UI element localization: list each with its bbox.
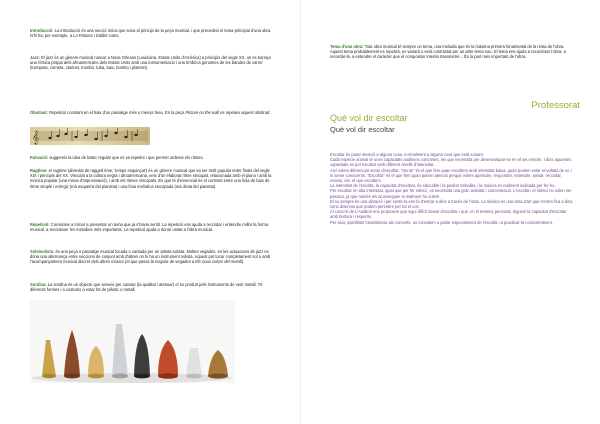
entry-text: La introducció és una secció única que sona al principi de la peça musical, i que precedeix el tema principal d'una obra. N'hi ha, per exemple, a bbox=[30, 28, 272, 39]
entry-text: és una peça o passatge musical tocada o cantada per un artista solista. Moltes vegades, en les actuacions de jazz es dóna una alternança entre seccions de conjunt amb d'altres on hi ha un instrument solista. Aquest pot tocar completament sol o amb l'acompanyament musical discret dels altres músics (el que passa la majoria de vegades a bbox=[30, 249, 271, 265]
entry-text: Consisteix a tornar a presentar un tema que ja s'havia sentit. La repetició ens ajuda a recordar i entendre millor la forma musical, a reconèixer les melodies més importants. La repetició ajuda a donar unitat a l'obra musical. bbox=[30, 222, 269, 233]
entry-text: El jazz és un gènere musical nascut a Nova Orleans (Louisiana, Estats Units d'Amèrica) a principis del segle XX, on es barreja una rítmica pròpia dels afroamericans dels Estats Units amb una instrumentació i una tímbrica genuïnes de les bandes de carrer (trompeta, corneta, clarinet, trombó, tuba, baix, bombo i plateret). bbox=[30, 55, 271, 71]
sheet-music-image bbox=[30, 127, 150, 145]
entry-text: el ragtime (abreviat de ragged time, 'temps esquinçat') és un gènere musical que va ser molt popular entre finals del segle XIX i principis del XX. Vinculat a la cultura negra i afroamericana, neix d'un elaborat ritme sincopat, relacionada amb el piano i amb la música popular (una mena d'improvisació), i amb els ritmes sincopats. És que té d'essencial és el contrast entre una línia de baix de ritme simple i enèrgic (mà esquerra del pianista) i una línia melòdica sincopada (mà dreta del pianista). bbox=[30, 168, 272, 189]
paragraph: Al concert de L'Auditori ens proposem que sigui difícil deixar d'escoltar i que, en el temeny personal, trigueni la capacitat d'escoltar amb bertura i respecte. bbox=[330, 209, 567, 220]
entry-text: suggereix la idea de batec regular que es va repetint i que permet ordenar els ritmes. bbox=[48, 155, 204, 160]
entry-tema bbox=[330, 44, 575, 60]
entry-text: Repetició constant en el baix d'un passatge més o menys breu. En la peça bbox=[47, 110, 186, 115]
entry-repeticio bbox=[30, 222, 273, 232]
entry-solo bbox=[30, 249, 273, 265]
section-heading: Professorat bbox=[531, 100, 580, 111]
term-label: Introducció: bbox=[30, 28, 54, 33]
entry-text: ). bbox=[241, 259, 245, 265]
listening-text bbox=[330, 152, 575, 225]
term-label: Pulsació: bbox=[30, 155, 49, 160]
entry-text: Tota obra musical té sempre un tema, una melodia que és la màxima primera fonamental de la resta de l'obra. Aquest tema probablement es repetirà, es variarà o serà contrastat per un altre tema nou. El tema ens ajuda a reconèixer l'obra, a recordar-la, a entendre el caràcter que el compositor intenta transmetre... És la part més important de l'obra. bbox=[330, 44, 566, 60]
paragraph: Així volem diferenciar sentir d'escoltar. "Sentir" és el que fem quan escoltem amb intensitat baixa, quan podem estar envoltats de so i ni seme conscients. "Escoltar" és el que fem quan parem atenció perquè volem aprendre, respondre, entendre, avisar, recordar, revisar, etc. el que escoltem. bbox=[330, 167, 572, 184]
entry-pulsacio bbox=[30, 155, 273, 160]
page-title: Què vol dir escoltar bbox=[330, 113, 408, 123]
entry-introduccio bbox=[30, 28, 273, 38]
work-title: Picture on the wall bbox=[185, 110, 219, 115]
mutes-photo bbox=[30, 300, 235, 383]
entry-jazz bbox=[30, 55, 273, 71]
paragraph: Per això, aprofitant l'assistència als concerts, us convidem a parlar especialment de l'escolta i a practicar-la conscientment. bbox=[330, 219, 553, 225]
term-label: Solo/solista: bbox=[30, 249, 55, 254]
term-label: Ragtime: bbox=[30, 168, 48, 173]
term-label: Jazz: bbox=[30, 55, 41, 60]
entry-text: cotes. bbox=[107, 33, 120, 39]
entry-obstinat bbox=[30, 110, 273, 115]
work-title: Els nous colors del metall bbox=[195, 259, 242, 265]
paragraph: El so sempre és una vibració i per sentir-la ens fa d'entrar a dins a través de l'oïda. La música és una obra d'art que s'entra fica a dins, sons diversos que podem percebre per tot el cos. bbox=[330, 198, 574, 210]
paragraph: Escoltar és parar atenció a alguna cosa, normalment a alguna cosa que està sonant. bbox=[330, 152, 484, 157]
term-label: Repetició: bbox=[30, 222, 50, 227]
paragraph: Per escoltar en alta intensitat, igual que per fer silenci, es necessita una gran activitat i concentració. L'escolta i el silenci no solen ser passius, ja que només els aconseguim si realment ho volem. bbox=[330, 188, 572, 199]
paragraph: La intensitat de l'escolta, la capacitat d'escoltar, és educable i la podem treballar, i la música es realment indicada per fer-ho. bbox=[330, 183, 556, 189]
term-label: Tema d'una obra: bbox=[330, 44, 364, 49]
entry-text: i bbox=[92, 33, 96, 39]
work-title: Dalibé bbox=[95, 33, 108, 39]
svg-text:𝄞: 𝄞 bbox=[32, 130, 40, 144]
entry-sordina bbox=[30, 282, 273, 292]
entry-ragtime bbox=[30, 168, 273, 189]
music-staff-icon bbox=[30, 127, 150, 145]
term-label: Obstinat: bbox=[30, 110, 48, 115]
work-title: La Paluma bbox=[73, 33, 93, 39]
page-subtitle: Què vol dir escoltar bbox=[330, 125, 395, 134]
entry-text: La sordina és un objecte que serveix per canviar (la qualitat i atenuar) el so produït pels instruments de vent metall. Té diferents formes i a costums a estar fet de plàstic o metall. bbox=[30, 282, 263, 293]
paragraph: Cada espècie animal té unes capacitats auditives concretes, les que necessita per desenvolupar-se en el seu entorn. I dins aquestes capacitats se pot escoltar amb diferent nivells d'intensitat. bbox=[330, 157, 572, 168]
trumpet-mutes-icon bbox=[30, 300, 235, 383]
entry-text: es repeteix aquest obstinat: bbox=[218, 110, 271, 115]
term-label: Sordina: bbox=[30, 282, 47, 287]
